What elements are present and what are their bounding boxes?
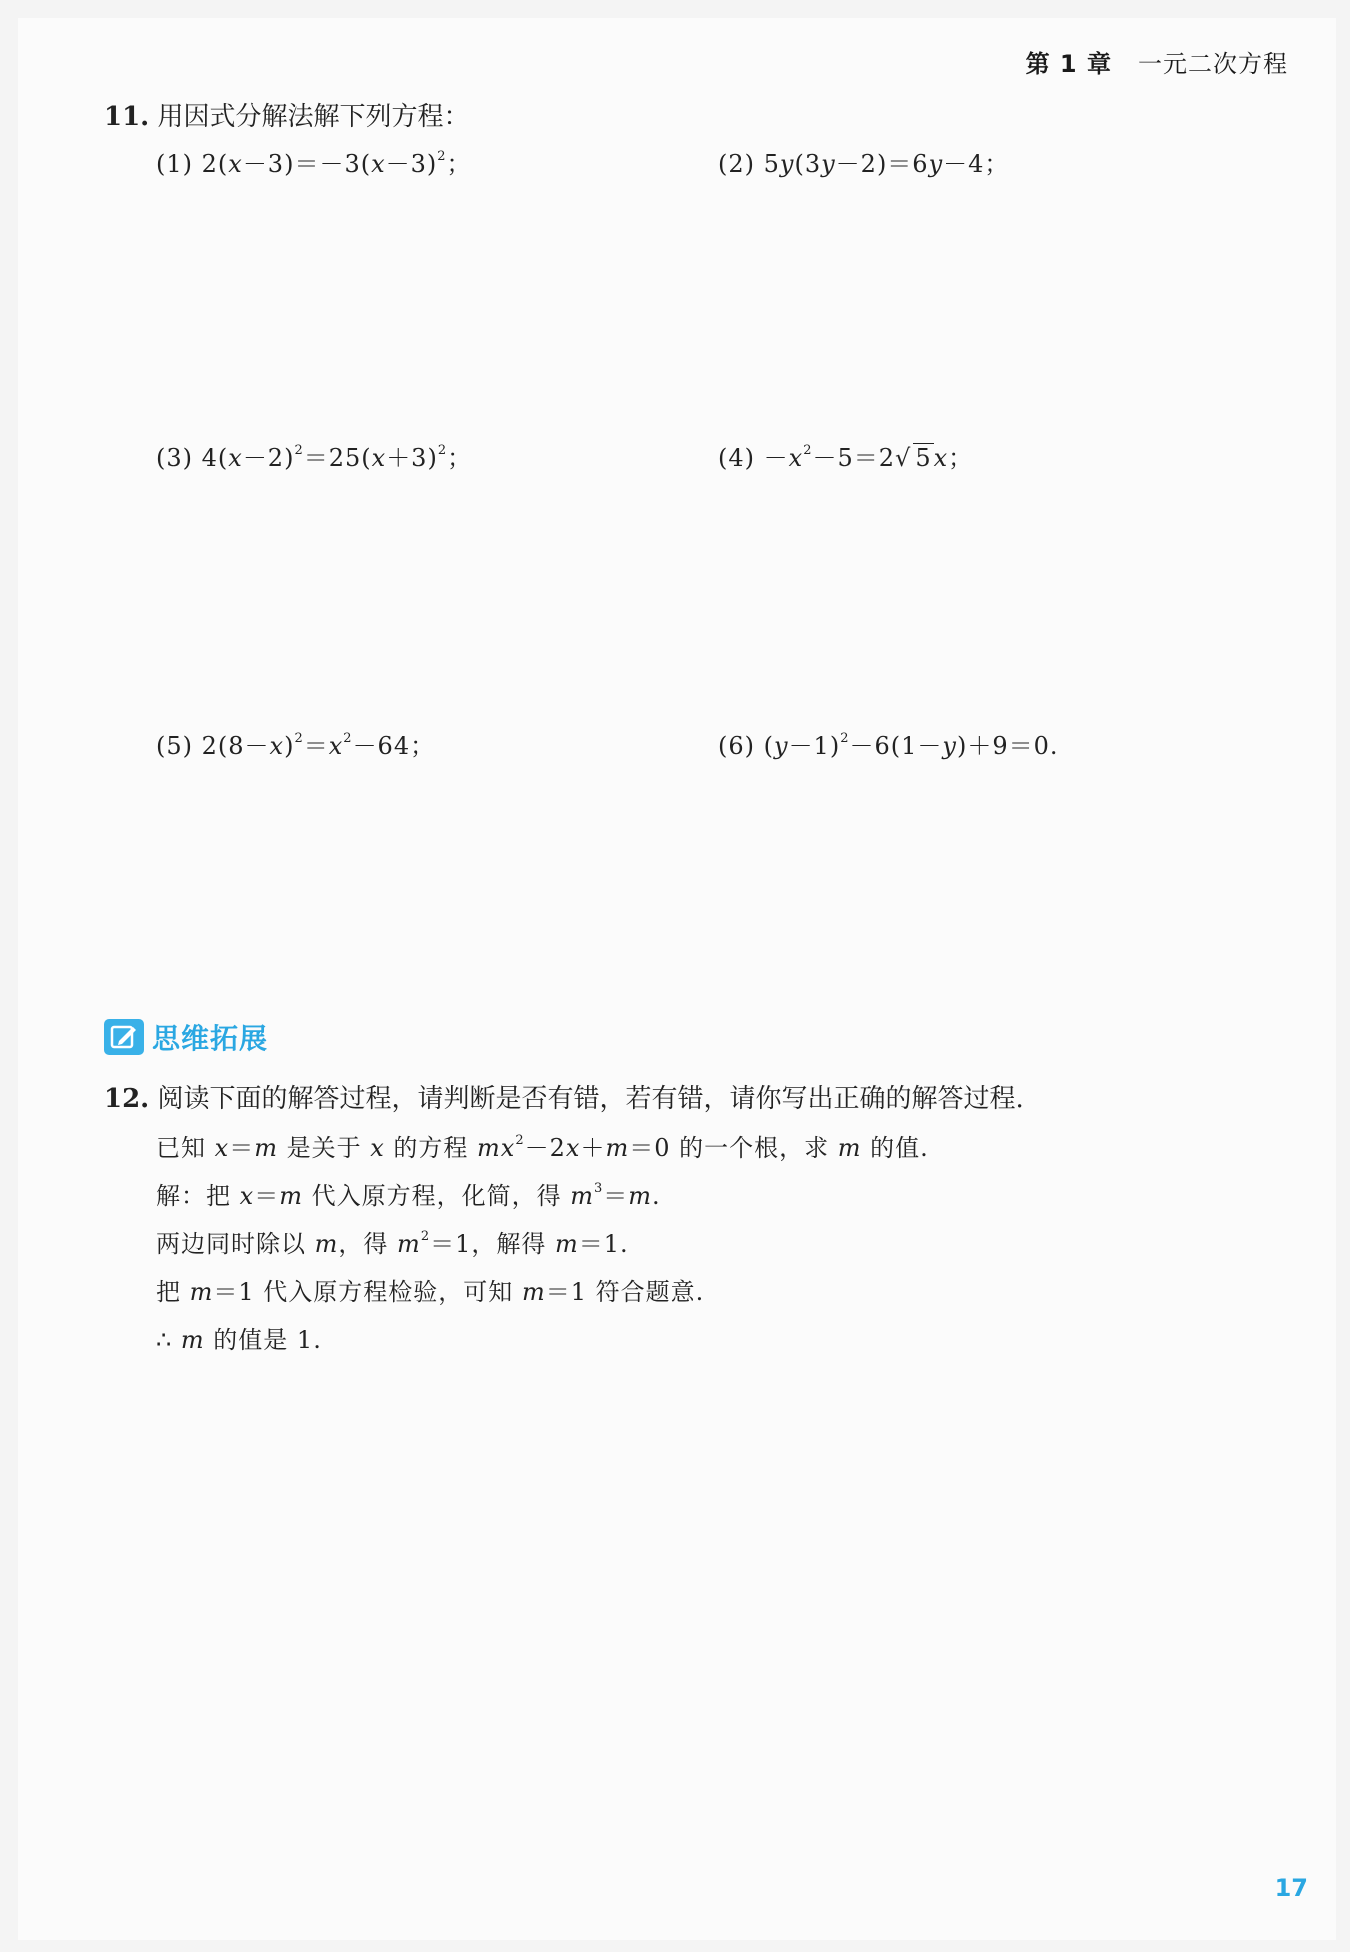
section-heading xyxy=(104,1017,268,1057)
question-11 xyxy=(104,96,470,133)
solution-line-5: ∴ m 的值是 1. xyxy=(156,1326,322,1354)
solution-line-3: 两边同时除以 m，得 $m^2=1$，解得 m＝1. xyxy=(156,1229,629,1258)
question-prompt: 用因式分解法解下列方程： xyxy=(157,102,470,132)
equation-item-3: (3) $4(x-2)^2=25(x+3)^2$； xyxy=(156,443,473,472)
chapter-title: 一元二次方程 xyxy=(1138,50,1288,78)
question-number: 12. xyxy=(104,1084,150,1114)
equation-item-4: $(4) -x^2-5=2√$ 5x； xyxy=(718,443,974,472)
solution-line-4: 把 m＝1 代入原方程检验，可知 m＝1 符合题意. xyxy=(156,1278,705,1306)
pencil-note-icon xyxy=(104,1019,144,1055)
chapter-number: 第 1 章 xyxy=(1025,50,1112,78)
question-number: 11. xyxy=(104,102,150,132)
equation-item-5: (5) $2(8-x)^2=x^2-64$； xyxy=(156,731,436,760)
question-12 xyxy=(104,1078,1024,1115)
section-title: 思维拓展 xyxy=(152,1022,269,1055)
solution-line-1: 已知 x＝m 是关于 x 的方程 $mx^2-2x+m=0$ 的一个根，求 m 的值. xyxy=(156,1133,929,1162)
page-number: 17 xyxy=(1274,1874,1308,1902)
page xyxy=(18,18,1336,1940)
solution-line-2: 解：把 x＝m 代入原方程，化简，得 $m^3=m$. xyxy=(156,1181,661,1210)
equation-item-1: (1) $2(x-3)=-3(x-3)^2$； xyxy=(156,149,472,178)
question-prompt: 阅读下面的解答过程，请判断是否有错，若有错，请你写出正确的解答过程. xyxy=(157,1084,1024,1114)
equation-item-6: (6) $(y-1)^2-6(1-y)+9=0$. xyxy=(718,731,1059,760)
chapter-header xyxy=(1026,44,1288,79)
equation-item-2: (2) 5y(3y－2)＝6y－4； xyxy=(718,150,1010,178)
